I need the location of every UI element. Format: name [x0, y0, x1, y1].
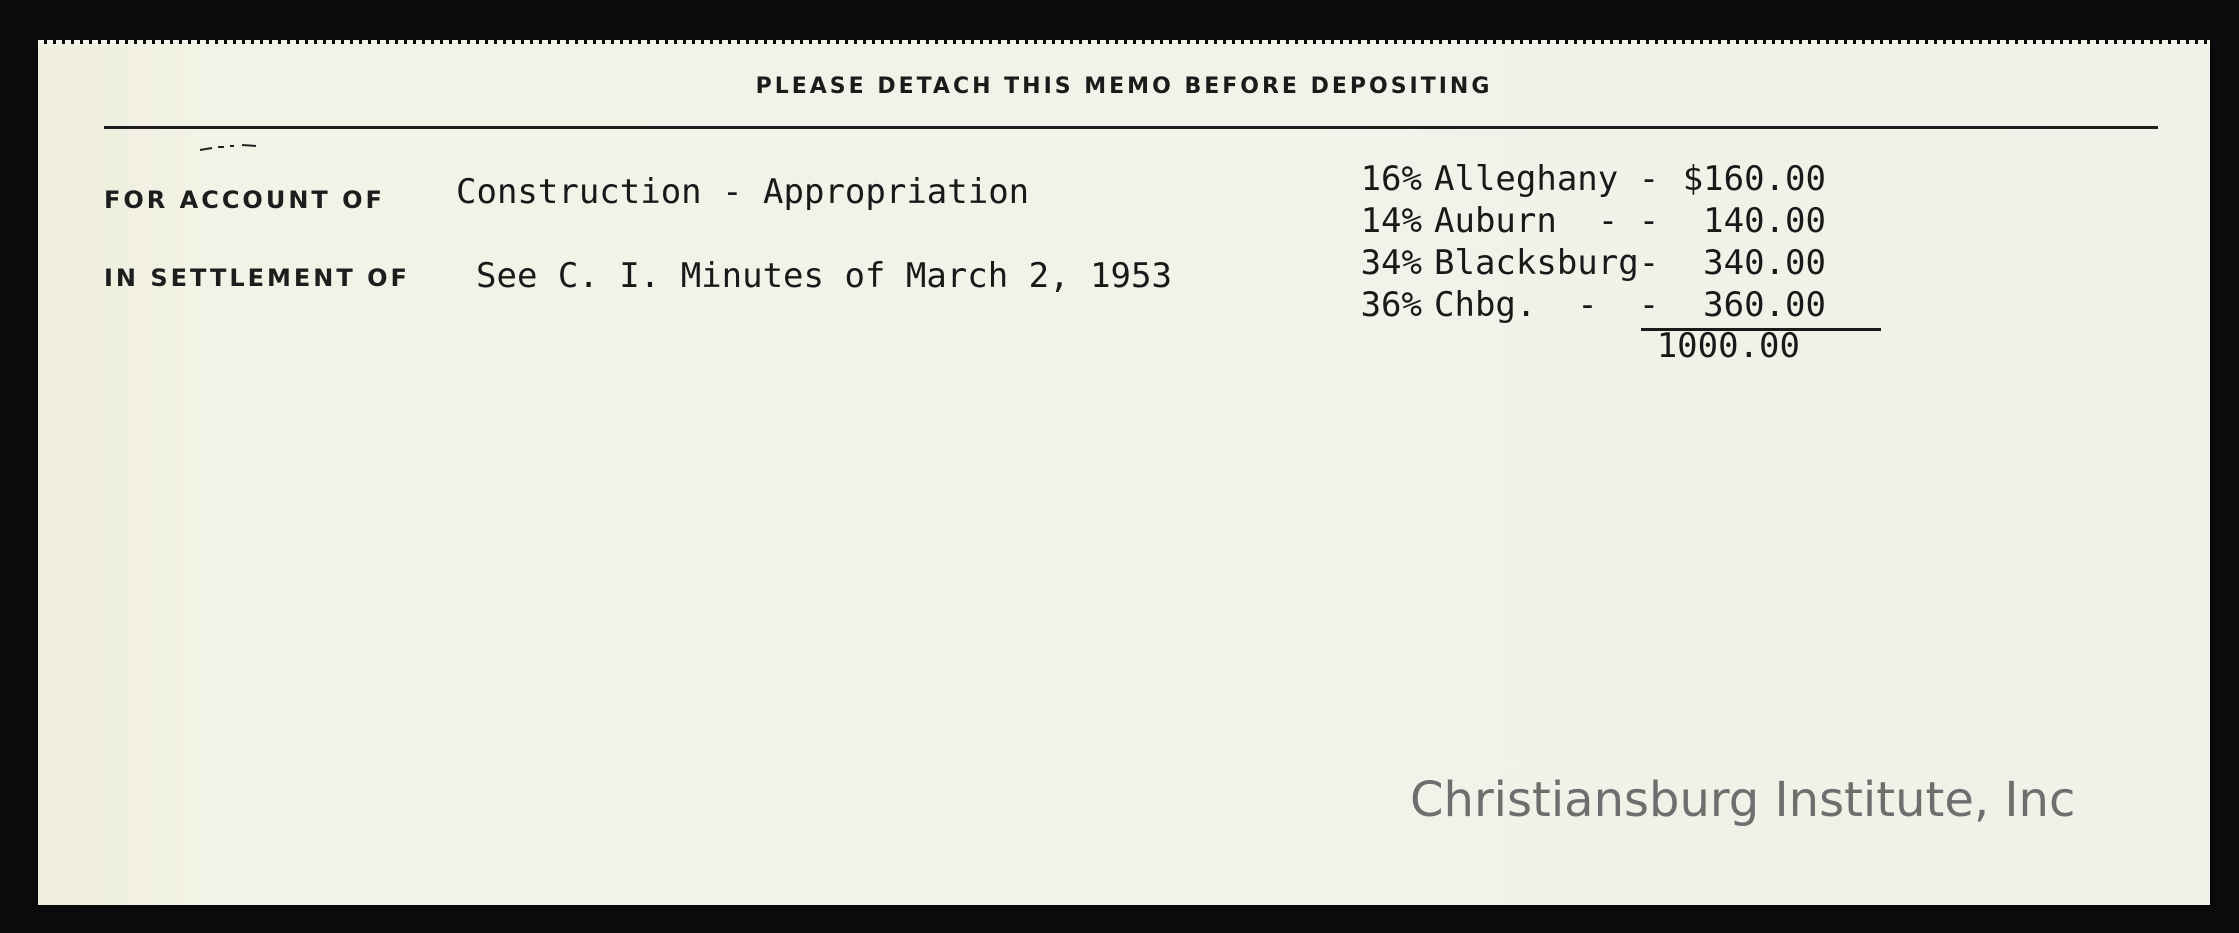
ink-smudge [198, 144, 258, 152]
allocation-row [1338, 284, 1826, 326]
allocation-name: Alleghany - [1434, 159, 1660, 199]
allocation-name: Auburn - - [1434, 201, 1660, 241]
allocation-row [1338, 158, 1826, 200]
allocation-row [1338, 242, 1826, 284]
account-value: Construction - Appropriation [456, 172, 1030, 212]
allocation-percent: 36% [1360, 285, 1422, 325]
allocation-percent: 16% [1360, 159, 1422, 199]
allocation-amount: 360.00 [1703, 285, 1826, 325]
allocation-total: 1000.00 [1656, 326, 1800, 366]
allocation-name: Blacksburg- [1434, 243, 1660, 283]
settlement-value: See C. I. Minutes of March 2, 1953 [476, 256, 1172, 296]
account-label: FOR ACCOUNT OF [104, 186, 385, 214]
header-rule [104, 126, 2158, 129]
allocation-name: Chbg. - - [1434, 285, 1660, 325]
allocation-percent: 34% [1360, 243, 1422, 283]
settlement-label: IN SETTLEMENT OF [104, 264, 410, 292]
allocation-amount: $160.00 [1682, 159, 1826, 199]
memo-header: PLEASE DETACH THIS MEMO BEFORE DEPOSITING [755, 74, 1493, 99]
allocation-list [1338, 158, 1826, 326]
watermark: Christiansburg Institute, Inc [1410, 772, 2076, 828]
allocation-row [1338, 200, 1826, 242]
allocation-amount: 140.00 [1703, 201, 1826, 241]
allocation-amount: 340.00 [1703, 243, 1826, 283]
allocation-percent: 14% [1360, 201, 1422, 241]
